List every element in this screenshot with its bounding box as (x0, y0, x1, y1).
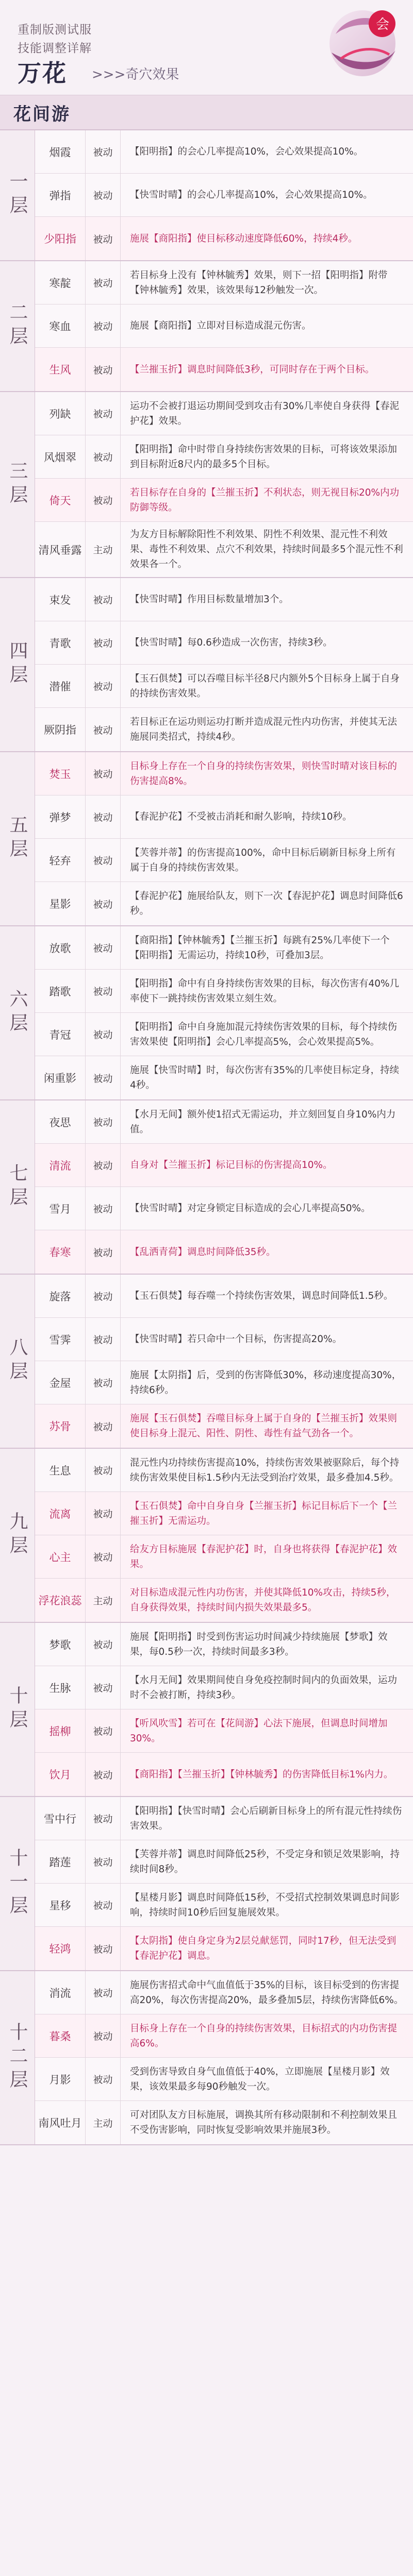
talent-name: 月影 (35, 2058, 86, 2100)
talent-row (35, 665, 413, 708)
talent-name: 梦歌 (35, 1623, 86, 1666)
talent-description: 【玉石俱焚】命中自身自身【兰摧玉折】标记目标后下一个【兰摧玉折】无需运功。 (130, 1500, 398, 1527)
talent-row (35, 926, 413, 970)
talent-description: 受到伤害导致自身气血值低于40%，立即施展【星楼月影】效果，该效果最多每90秒触发一次。 (130, 2066, 390, 2092)
talent-description: 【快雪时晴】每0.6秒造成一次伤害，持续3秒。 (130, 637, 333, 648)
talent-name: 潜催 (35, 665, 86, 707)
talent-row (35, 2058, 413, 2101)
talent-description: 【芙蓉并蒂】调息时间降低25秒，不受定身和锁足效果影响，持续时间8秒。 (130, 1849, 400, 1875)
talent-row (35, 1666, 413, 1709)
logo-seal-text: 会 (376, 17, 390, 32)
section-bar (0, 95, 413, 130)
talent-row (35, 217, 413, 260)
talent-row (35, 1623, 413, 1666)
talent-description: 若目标身上没有【钟林毓秀】效果，则下一招【阳明指】附带【钟林毓秀】效果，该效果每12秒触发一次。 (130, 269, 388, 296)
talent-name: 星影 (35, 882, 86, 925)
layer-block (0, 926, 413, 1100)
talent-type: 主动 (86, 1579, 121, 1622)
talent-description: 【春泥护花】不受被击消耗和耐久影响，持续10秒。 (130, 811, 352, 822)
talent-row (35, 1753, 413, 1796)
talent-name: 清流 (35, 1144, 86, 1187)
talent-name: 束发 (35, 578, 86, 621)
talent-name: 暮桑 (35, 2014, 86, 2057)
layer-block (0, 578, 413, 752)
talent-type: 被动 (86, 217, 121, 260)
layer-label (0, 1797, 35, 1970)
layer-label (0, 1623, 35, 1796)
talent-description: 【阳明指】命中时带自身持续伤害效果的目标，可将该效果添加到目标附近8尺内的最多5个目标。 (130, 444, 398, 470)
talent-name: 星移 (35, 1884, 86, 1926)
talent-row (35, 1709, 413, 1753)
talent-name: 倚天 (35, 479, 86, 521)
talent-description: 【兰摧玉折】调息时间降低3秒，可同时存在于两个目标。 (130, 364, 375, 375)
talent-row (35, 1056, 413, 1099)
layer-label (0, 392, 35, 577)
layer-label-text: 七层 (7, 1163, 28, 1211)
talent-type: 被动 (86, 2014, 121, 2057)
talent-description: 施展【太阴指】后，受到的伤害降低30%，移动速度提高30%，持续6秒。 (130, 1369, 402, 1396)
layer-label-text: 十二层 (7, 2022, 28, 2093)
talent-name: 青冠 (35, 1013, 86, 1056)
talent-name: 旋落 (35, 1275, 86, 1317)
talent-row (35, 261, 413, 304)
talent-description: 【商阳指】【兰摧玉折】【钟林毓秀】的伤害降低目标1%内力。 (130, 1769, 393, 1780)
layer-rows (35, 926, 413, 1099)
wanhua-logo-icon (320, 3, 402, 84)
talent-name: 青歌 (35, 621, 86, 664)
talent-description: 目标身上存在一个自身的持续伤害效果，则快雪时晴对该目标的伤害提高8%。 (130, 760, 398, 787)
talent-description: 【玉石俱焚】可以吞噬目标半径8尺内额外5个目标身上属于自身的持续伤害效果。 (130, 673, 400, 699)
talent-row (35, 708, 413, 751)
layer-block (0, 1449, 413, 1623)
layer-label-text: 十一层 (7, 1848, 28, 1919)
talent-row (35, 752, 413, 795)
layer-block (0, 1275, 413, 1449)
talent-description: 运功不会被打退运功期间受到攻击有30%几率使自身获得【春泥护花】效果。 (130, 400, 400, 427)
talent-name: 踏歌 (35, 970, 86, 1012)
header-subtitle-line2: 技能调整详解 (18, 42, 92, 55)
talent-name: 饮月 (35, 1753, 86, 1796)
layer-block (0, 1971, 413, 2145)
talent-row (35, 882, 413, 925)
talent-name: 生息 (35, 1449, 86, 1492)
talent-name: 流离 (35, 1492, 86, 1535)
page-title: 万花 (18, 59, 67, 87)
layer-rows (35, 578, 413, 751)
talent-name: 寒血 (35, 304, 86, 347)
layer-rows (35, 261, 413, 391)
layer-label (0, 752, 35, 925)
talent-description: 【星楼月影】调息时间降低15秒，不受招式控制效果调息时间影响，持续时间10秒后回复施展效果。 (130, 1892, 400, 1918)
talent-type: 被动 (86, 1753, 121, 1796)
talent-type: 被动 (86, 1927, 121, 1970)
talent-description: 【水月无间】额外使1招式无需运功，并立刻回复自身10%内力值。 (130, 1109, 396, 1135)
talent-type: 被动 (86, 1187, 121, 1230)
talent-name: 焚玉 (35, 752, 86, 795)
talent-row (35, 174, 413, 217)
talent-name: 弹指 (35, 174, 86, 216)
talent-row (35, 1927, 413, 1970)
talent-type: 被动 (86, 1404, 121, 1448)
layer-label-text: 九层 (7, 1512, 28, 1559)
talent-type: 被动 (86, 1144, 121, 1187)
layer-label (0, 578, 35, 751)
talent-type: 被动 (86, 1840, 121, 1883)
talent-row (35, 839, 413, 882)
talent-type: 被动 (86, 1709, 121, 1752)
talent-name: 南风吐月 (35, 2101, 86, 2144)
talent-description: 【太阴指】使自身定身为2层兑献惩罚，同时17秒，但无法受到【春泥护花】调息。 (130, 1936, 397, 1961)
talent-type: 被动 (86, 1449, 121, 1492)
talent-name: 轻鸿 (35, 1927, 86, 1970)
talent-name: 金屋 (35, 1361, 86, 1404)
talent-type: 被动 (86, 1797, 121, 1840)
talent-row (35, 1100, 413, 1144)
header (0, 0, 413, 95)
talent-name: 清风垂露 (35, 522, 86, 577)
talent-type: 被动 (86, 1623, 121, 1666)
talent-row (35, 1230, 413, 1274)
layer-block (0, 392, 413, 578)
layer-label-text: 五层 (7, 815, 28, 862)
talent-description: 为友方目标解除阳性不利效果、阴性不利效果、混元性不利效果、毒性不利效果、点穴不利效果，持续时间最多5个混元性不利效果各一个。 (130, 529, 403, 570)
layer-rows (35, 392, 413, 577)
talent-type: 被动 (86, 1013, 121, 1056)
talent-type: 被动 (86, 1666, 121, 1709)
talent-description: 自身对【兰摧玉折】标记目标的伤害提高10%。 (130, 1160, 333, 1171)
talent-description: 【玉石俱焚】每吞噬一个持续伤害效果，调息时间降低1.5秒。 (130, 1291, 393, 1301)
talent-name: 消流 (35, 1971, 86, 2014)
talent-type: 被动 (86, 1361, 121, 1404)
talent-row (35, 621, 413, 665)
talent-description: 施展【玉石俱焚】吞噬目标身上属于自身的【兰摧玉折】效果则使目标身上混元、阳性、阴性、毒性有益气劲各一个。 (130, 1413, 398, 1439)
talent-name: 列缺 (35, 392, 86, 435)
talent-name: 弹梦 (35, 795, 86, 838)
talent-type: 被动 (86, 1492, 121, 1535)
talent-name: 春寒 (35, 1230, 86, 1274)
talent-table (0, 130, 413, 2145)
layer-block (0, 1797, 413, 1971)
talent-description: 施展【阳明指】时受到伤害运功时间减少持续施展【梦歌】效果，每0.5秒一次，持续时间最多3秒。 (130, 1631, 388, 1657)
talent-name: 闲重影 (35, 1056, 86, 1099)
talent-description: 【水月无间】效果期间使自身免疫控制时间内的负面效果，运功时不会被打断，持续3秒。 (130, 1674, 398, 1701)
talent-type: 被动 (86, 1230, 121, 1274)
layer-block (0, 1623, 413, 1797)
talent-description: 施展【快雪时晴】时，每次伤害有35%的几率使目标定身，持续4秒。 (130, 1065, 400, 1091)
talent-type: 被动 (86, 578, 121, 621)
talent-description: 施展伤害招式命中气血值低于35%的目标，该目标受到的伤害提高20%，每次伤害提高20%，最多叠加5层，持续伤害降低6%。 (130, 1979, 404, 2006)
talent-description: 目标身上存在一个自身的持续伤害效果，目标招式的内功伤害提高6%。 (130, 2023, 398, 2049)
talent-row (35, 1404, 413, 1448)
talent-description: 对目标造成混元性内功伤害，并使其降低10%攻击，持续5秒，自身获得效果，持续时间内损失效果最多5。 (130, 1587, 396, 1613)
layer-rows (35, 1275, 413, 1448)
talent-name: 雪霁 (35, 1318, 86, 1361)
talent-type: 被动 (86, 348, 121, 391)
talent-name: 浮花浪蕊 (35, 1579, 86, 1622)
talent-type: 被动 (86, 1884, 121, 1926)
talent-name: 苏骨 (35, 1404, 86, 1448)
talent-row (35, 1318, 413, 1361)
talent-name: 摇柳 (35, 1709, 86, 1752)
talent-type: 被动 (86, 174, 121, 216)
section-title: 花间游 (13, 104, 71, 125)
talent-description: 混元性内功持续伤害提高10%，持续伤害效果被驱除后，每个持续伤害效果使目标1.5秒内无法受到治疗效果，最多叠加4.5秒。 (130, 1457, 400, 1483)
talent-name: 生脉 (35, 1666, 86, 1709)
talent-description: 可对团队友方目标施展，调换其所有移动限制和不利控制效果且不受伤害影响，同时恢复受影响效果并施展3秒。 (130, 2110, 398, 2136)
layer-label-text: 八层 (7, 1337, 28, 1385)
talent-description: 施展【商阳指】使目标移动速度降低60%，持续4秒。 (130, 233, 358, 244)
talent-type: 被动 (86, 708, 121, 751)
talent-type: 主动 (86, 2101, 121, 2144)
talent-name: 风烟翠 (35, 435, 86, 478)
talent-row (35, 1884, 413, 1927)
talent-name: 放歌 (35, 926, 86, 969)
talent-description: 【快雪时晴】对定身锁定目标造成的会心几率提高50%。 (130, 1203, 371, 1214)
talent-name: 生风 (35, 348, 86, 391)
talent-description: 【乱洒青荷】调息时间降低35秒。 (130, 1246, 276, 1258)
talent-name: 雪月 (35, 1187, 86, 1230)
talent-name: 烟霞 (35, 130, 86, 173)
talent-type: 被动 (86, 665, 121, 707)
layer-block (0, 752, 413, 926)
talent-description: 若目标存在自身的【兰摧玉折】不利状态，则无视目标20%内功防御等级。 (130, 487, 400, 513)
talent-description: 【阳明指】命中自身施加混元持续伤害效果的目标，每个持续伤害效果使【阳明指】会心几率提高5%，会心效果提高5%。 (130, 1021, 398, 1047)
layer-rows (35, 1797, 413, 1970)
talent-type: 主动 (86, 522, 121, 577)
talent-name: 踏莲 (35, 1840, 86, 1883)
talent-type: 被动 (86, 1056, 121, 1099)
layer-label-text: 一层 (7, 172, 28, 219)
layer-rows (35, 1623, 413, 1796)
talent-row (35, 1971, 413, 2014)
talent-row (35, 1144, 413, 1187)
layer-label (0, 1100, 35, 1274)
talent-description: 【听风吹雪】若可在【花间游】心法下施展，但调息时间增加30%。 (130, 1718, 388, 1744)
talent-type: 被动 (86, 621, 121, 664)
talent-row (35, 1840, 413, 1884)
talent-type: 被动 (86, 752, 121, 795)
layer-label-text: 三层 (7, 461, 28, 509)
talent-row (35, 435, 413, 479)
talent-name: 少阳指 (35, 217, 86, 260)
talent-description: 给友方目标施展【春泥护花】时，自身也将获得【春泥护花】效果。 (130, 1544, 398, 1570)
talent-description: 【快雪时晴】的会心几率提高10%，会心效果提高10%。 (130, 190, 373, 200)
talent-type: 被动 (86, 1275, 121, 1317)
talent-row (35, 970, 413, 1013)
talent-description: 【快雪时晴】作用目标数量增加3个。 (130, 594, 289, 605)
talent-type: 被动 (86, 2058, 121, 2100)
talent-description: 【阳明指】命中有自身持续伤害效果的目标，每次伤害有40%几率使下一跳持续伤害效果立刻生效。 (130, 978, 400, 1004)
talent-type: 被动 (86, 130, 121, 173)
talent-type: 被动 (86, 479, 121, 521)
talent-description: 若目标正在运功则运功打断并造成混元性内功伤害，并使其无法施展同类招式，持续4秒。 (130, 717, 398, 742)
layer-label (0, 1275, 35, 1448)
header-subtitle (18, 21, 92, 58)
layer-label-text: 二层 (7, 302, 28, 350)
talent-row (35, 1579, 413, 1622)
talent-description: 【阳明指】的会心几率提高10%，会心效果提高10%。 (130, 146, 364, 157)
talent-row (35, 392, 413, 435)
talent-type: 被动 (86, 926, 121, 969)
layer-block (0, 1100, 413, 1275)
talent-name: 厥阴指 (35, 708, 86, 751)
talent-row (35, 1187, 413, 1230)
talent-row (35, 2101, 413, 2144)
talent-description: 【阳明指】【快雪时晴】会心后刷新目标身上的所有混元性持续伤害效果。 (130, 1805, 402, 1832)
talent-type: 被动 (86, 1318, 121, 1361)
breadcrumb: >>>奇穴效果 (92, 67, 179, 82)
talent-row (35, 348, 413, 391)
talent-name: 雪中行 (35, 1797, 86, 1840)
layer-rows (35, 130, 413, 260)
talent-type: 被动 (86, 839, 121, 882)
talent-row (35, 1492, 413, 1535)
talent-row (35, 130, 413, 174)
talent-row (35, 2014, 413, 2058)
layer-rows (35, 1449, 413, 1622)
layer-rows (35, 1971, 413, 2144)
talent-row (35, 1361, 413, 1404)
talent-row (35, 578, 413, 621)
talent-type: 被动 (86, 882, 121, 925)
header-subtitle-line1: 重制版测试服 (18, 23, 92, 37)
layer-label (0, 130, 35, 260)
talent-row (35, 304, 413, 348)
talent-row (35, 1535, 413, 1579)
talent-row (35, 1797, 413, 1840)
layer-label (0, 261, 35, 391)
talent-type: 被动 (86, 261, 121, 304)
talent-description: 【春泥护花】施展给队友，则下一次【春泥护花】调息时间降低6秒。 (130, 891, 403, 917)
talent-description: 【商阳指】【钟林毓秀】【兰摧玉折】每跳有25%几率使下一个【阳明指】无需运功，持续10秒，可叠加3层。 (130, 935, 390, 961)
talent-type: 被动 (86, 1971, 121, 2014)
talent-name: 夜思 (35, 1100, 86, 1143)
talent-row (35, 1275, 413, 1318)
talent-row (35, 795, 413, 839)
talent-type: 被动 (86, 304, 121, 347)
talent-name: 寒靛 (35, 261, 86, 304)
talent-row (35, 1449, 413, 1492)
talent-name: 心主 (35, 1535, 86, 1578)
layer-label (0, 1449, 35, 1622)
layer-label (0, 1971, 35, 2144)
talent-row (35, 479, 413, 522)
layer-block (0, 130, 413, 261)
talent-type: 被动 (86, 970, 121, 1012)
talent-description: 【快雪时晴】若只命中一个目标，伤害提高20%。 (130, 1334, 342, 1345)
talent-type: 被动 (86, 392, 121, 435)
talent-row (35, 1013, 413, 1056)
talent-type: 被动 (86, 1100, 121, 1143)
talent-type: 被动 (86, 1535, 121, 1578)
talent-type: 被动 (86, 435, 121, 478)
layer-label-text: 六层 (7, 989, 28, 1037)
talent-row (35, 522, 413, 577)
layer-block (0, 261, 413, 392)
layer-rows (35, 1100, 413, 1274)
layer-label-text: 十层 (7, 1686, 28, 1733)
talent-name: 轻弃 (35, 839, 86, 882)
layer-label (0, 926, 35, 1099)
layer-rows (35, 752, 413, 925)
talent-description: 施展【商阳指】立即对目标造成混元伤害。 (130, 320, 311, 331)
talent-description: 【芙蓉并蒂】的伤害提高100%，命中目标后刷新目标身上所有属于自身的持续伤害效果。 (130, 847, 396, 873)
talent-type: 被动 (86, 795, 121, 838)
layer-label-text: 四层 (7, 641, 28, 688)
